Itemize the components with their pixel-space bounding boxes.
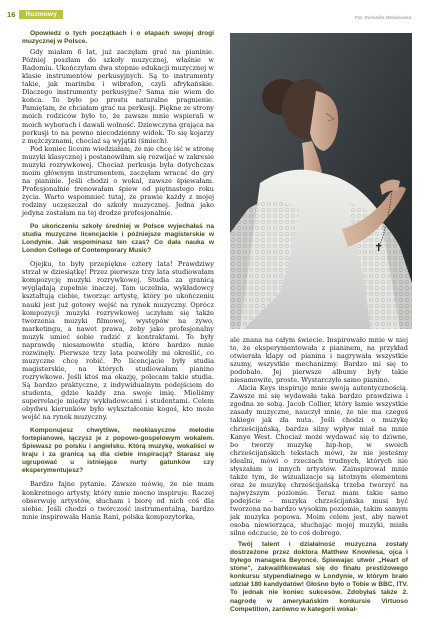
portrait-photo bbox=[230, 33, 412, 329]
question-2: Po ukończeniu szkoły średniej w Polsce wyjechałaś na studia muzyczne licencjackie i późniejsze magisterskie w Londynie. Jak wspominasz ten czas? Co dała nauka w London College of Contemporary Music? bbox=[22, 223, 214, 255]
question-3: Komponujesz chwytliwe, neoklasyczne melodie fortepianowe, łączysz je z popowo-gospelowym wokalem. Śpiewasz po polsku i angielsku. Którą muzykę, wokaliści w kraju i za granicą są dla ciebie inspiracją? Starasz się ugrupować u istniejące nurty gatunków czy eksperymentujesz? bbox=[22, 427, 214, 475]
question-1: Opowiedz o tych początkach i o etapach swojej drogi muzycznej w Polsce. bbox=[22, 30, 214, 46]
question-4: Twój talent i działalność muzyczna zostały dostrzeżone przez doktora Matthew Knowlesa, ojca i byłego managera Beyoncé. Śpiewając utwór „Heart of stone", zakwalifikowałaś się do finału prestiżowego konkursu stypendialnego w Londynie, w którym brało udział 180 kandydatów! Głośno było o Tobie w BBC, ITV. To jednak nie koniec sukcesów. Zdobyłaś także 2. nagrodę w amerykańskim konkursie Virtuoso Competition, zarówno w kategorii wokal- bbox=[230, 541, 408, 613]
answer-2: Ojejku, to były przepiękne cztery lata! Prawdziwy strzał w dziesiątkę! Przez pierwsze trzy lata studiowałam kompozycję muzyki rozrywkowej. Studia za granicą wyglądają zupełnie inaczej. Tam uczelnia, wykładowcy kształtują ciebie, tworząc artystę, który po ukończeniu nauki jest już gotowy wejść na rynek muzyczny. Oprócz kompozycji muzyki rozrywkowej uczyłam się także tworzenia muzyki filmowej, występów na żywo, marketingu, a nawet prawa, żeby jako profesjonalny muzyk umieć sobie radzić z kontraktami. To były naprawdę niesamowite studia, które bardzo mnie rozwinęły. Pierwsze trzy lata pozwoliły mi określić, co muzyczne chcę robić. Po licencjacie były studia magisterskie, na których studiowałam pianino rozrywkowe. Jeśli ktoś ma okazję, polecam takie studia. Są bardzo praktyczne, z indywidualnym podejściem do studenta, gdzie każdy zna swoje imię. Mieliśmy superrelacje między wykładowcami i studentami. Celem obydwu kierunków było wykształcenie kogoś, kto może wejść na rynek muzyczny. bbox=[22, 260, 214, 422]
portrait-illustration bbox=[230, 33, 412, 329]
page-number: 16 bbox=[7, 10, 16, 19]
photo-credit: Fot. Dominika Wiśniewska bbox=[354, 16, 411, 21]
section-tag: Rozmowy bbox=[19, 10, 62, 19]
answer-3-continued: ale znana na całym świecie. Inspirowało mnie w niej to, że eksperymentowała z pianinem, na przykład otwierała klapy od pianina i nagrywała wszystkie szumy, wszystkie mechanizmy. Bardzo mi się to podobało. Jej pierwsze albumy były takie niesamowite, proste. Wystarczyło samo pianino. bbox=[230, 336, 408, 385]
answer-1-paragraph-2: Pod koniec liceum wiedziałam, że nie chcę iść w stronę muzyki klasycznej i postanowiłam się rozwijać w zakresie muzyki rozrywkowej. Chociaż perkusja była dotychczas moim głównym instrumentem, zaczęłam wracać do gry na pianinie. Jeśli chodzi o wokal, zawsze śpiewałam. Profesjonalnie trenowałam śpiew od piętnastego roku życia. Warto wspomnieć tutaj, że prawie każdy z mojej rodziny uczęszczał do szkoły muzycznej. Jedna jako jedyna zostałam na tej drodze profesjonalnie. bbox=[22, 144, 214, 218]
page-header bbox=[7, 9, 63, 20]
answer-3-paragraph-2: Alicia Keys inspiruje mnie swoją autentycznością. Zawsze mi się wydawała taka bardzo prawdziwa i zgodna ze sobą. Jacob Collier, który łamie wszystkie zasady muzyczne, nauczył mnie, że nie ma czegoś takiego jak zła nuta. Jeśli chodzi o muzykę chrześcijańską, bardzo silny wpływ miał na mnie Kanye West. Chociaż może wydawać się to dziwne, bo tworzy muzykę hip-hop, w swoich chrześcijańskich tekstach mówi, że nie jesteśmy idealni, mówi o rzeczach trudnych, których nie słyszałam u innych artystów. Zainspirował mnie także tym, że wizualizacje są istotnym elementem oraz że muzykę chrześcijańską trzeba tworzyć na najwyższym poziomie. Teraz mam takie samo podejście – muzyka chrześcijańska musi być tworzona na bardzo wysokim poziomie, takim samym jak muzyka popowa. Moim celem jest, aby nawet osoba niewierząca, słuchając mojej muzyki, miała silne odczucie, że to coś dobrego. bbox=[230, 384, 408, 538]
answer-1-paragraph-1: Gdy miałam 6 lat, już zaczęłam grać na pianinie. Później poszłam do szkoły muzycznej, właśnie w Radomiu. Ukończyłam dwa stopnie edukacji muzycznej w klasie instrumentów perkusyjnych. Są to instrumenty takie, jak marimba i wibrafon, czyli afrykańskie. Dlaczego instrumenty perkusyjne? Sama nie wiem do końca. To było po prostu naturalne pragnienie. Pamiętam, że chciałam grać na perkusji. Piękne ze strony moich rodziców było to, że zawsze mnie wspierali w moich wyborach i dawali wolność. Dziewczyna grająca na perkusji to na pewno niecodzienny widok. To się kojarzy z mężczyznami, chociaż są wyjątki (śmiech). bbox=[22, 48, 214, 145]
answer-3-start: Bardzo fajne pytanie. Zawsze mówię, że nie mam konkretnego artysty, który mnie mocno inspiruje. Raczej obserwuję artystów, słucham i biorę od nich coś dla siebie. Jeśli chodzi o twórczość instrumentalną, bardzo mnie inspirowała Hania Rani, polska kompozytorka, bbox=[22, 480, 214, 521]
right-column bbox=[230, 336, 408, 619]
left-column bbox=[22, 30, 214, 521]
